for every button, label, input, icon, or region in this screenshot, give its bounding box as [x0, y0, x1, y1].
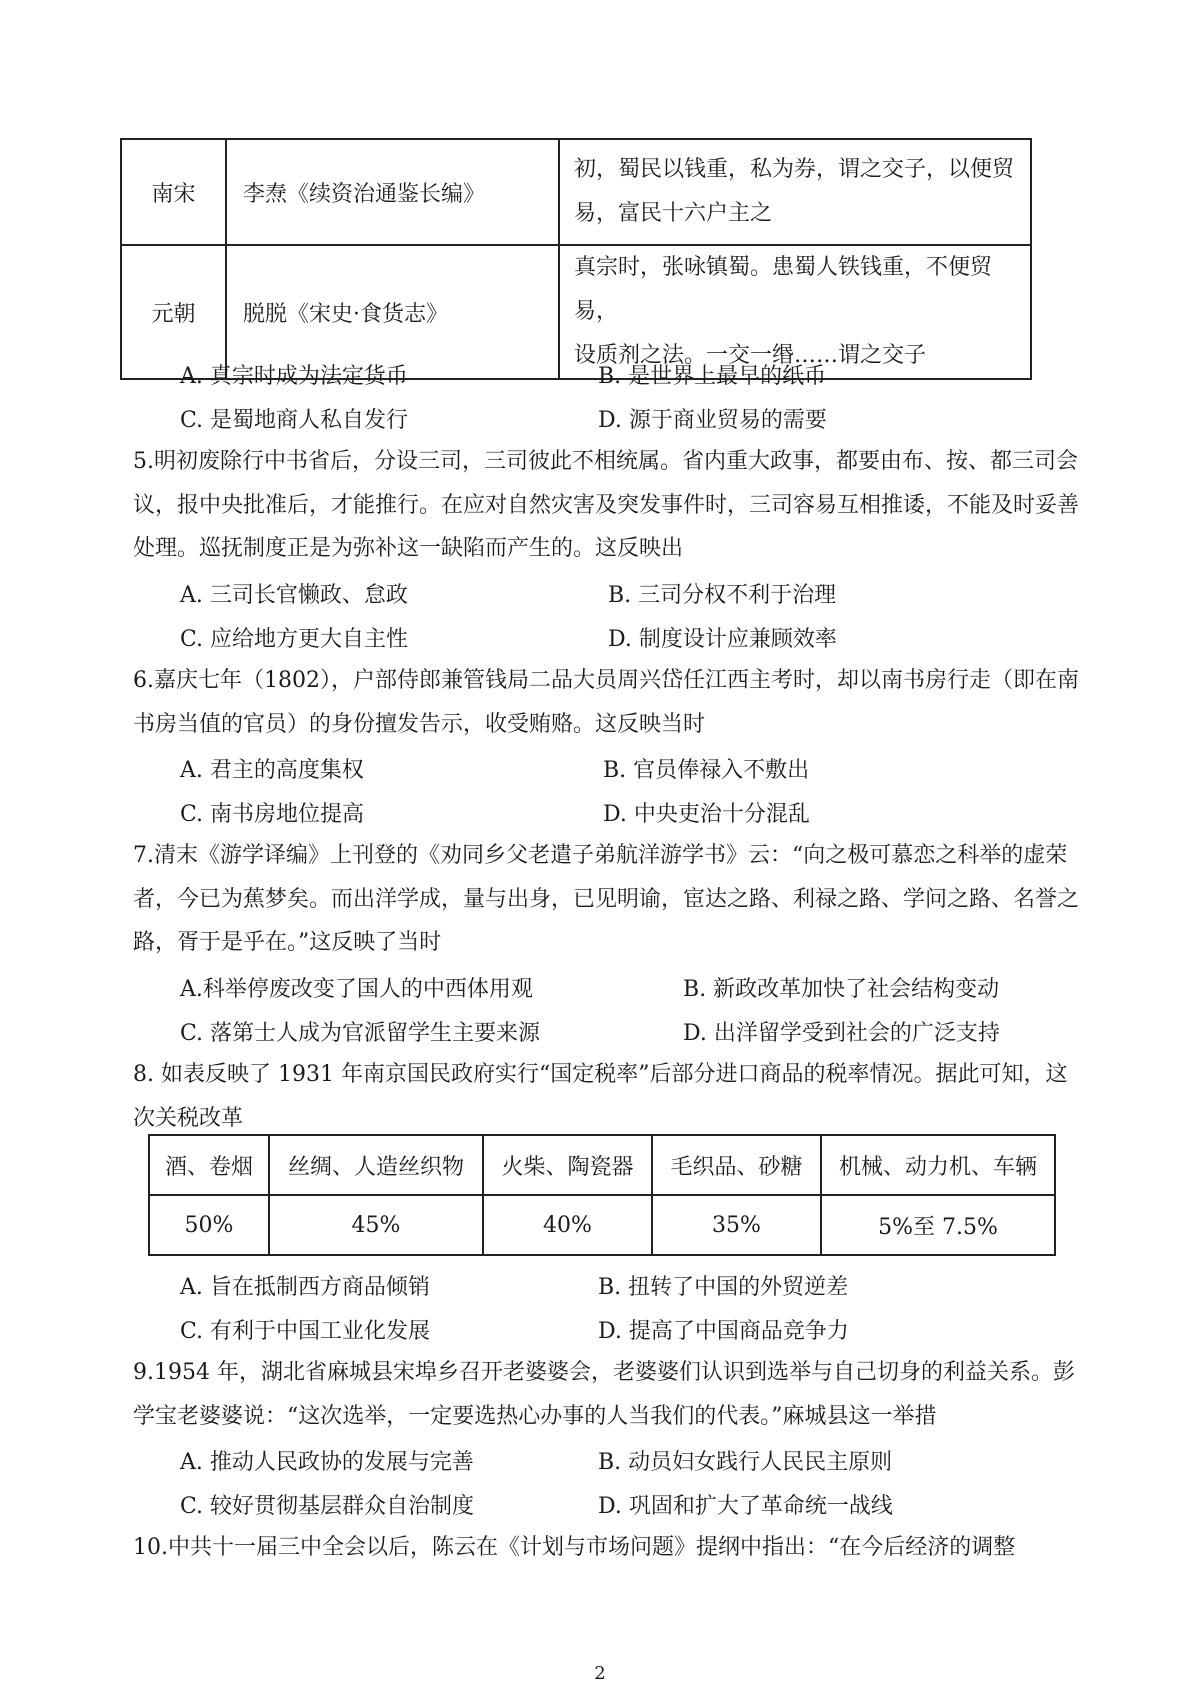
question-8-stem: 8. 如表反映了 1931 年南京国民政府实行“国定税率”后部分进口商品的税率情况。据此可知，这次关税改革 [133, 1062, 1068, 1131]
q4-option-a: A. 真宗时成为法定货币 [180, 364, 408, 389]
q8-option-d: D. 提高了中国商品竞争力 [598, 1319, 849, 1344]
question-6-stem: 6.嘉庆七年（1802），户部侍郎兼管钱局二品大员周兴岱任江西主考时，却以南书房行走（即在南书房当值的官员）的身份擅发告示，收受贿赂。这反映当时 [133, 668, 1079, 737]
page-number: 2 [594, 1663, 606, 1684]
question-9-stem: 9.1954 年，湖北省麻城县宋埠乡召开老婆婆会，老婆婆们认识到选举与自己切身的利益关系。彭学宝老婆婆说：“这次选举，一定要选热心办事的人当我们的代表。”麻城县这一举措 [133, 1360, 1075, 1429]
q7-option-b: B. 新政改革加快了社会结构变动 [683, 977, 1000, 1002]
q9-option-a: A. 推动人民政协的发展与完善 [180, 1450, 474, 1475]
table-cell: 40% [483, 1195, 652, 1255]
table-cell: 5%至 7.5% [821, 1195, 1055, 1255]
table-header-cell: 机械、动力机、车辆 [821, 1135, 1055, 1195]
q4-option-b: B. 是世界上最早的纸币 [598, 364, 827, 389]
question-10-stem: 10.中共十一届三中全会以后，陈云在《计划与市场问题》提纲中指出：“在今后经济的调整 [133, 1535, 1016, 1560]
question-7-stem: 7.清末《游学译编》上刊登的《劝同乡父老遣子弟航洋游学书》云：“向之极可慕恋之科举的虚荣者，今已为蕉梦矣。而出洋学成，量与出身，已见明谕，宦达之路、利禄之路、学问之路、名誉之路，胥于是乎在。”这反映了当时 [133, 843, 1080, 956]
q9-option-b: B. 动员妇女践行人民民主原则 [598, 1450, 893, 1475]
q9-option-d: D. 巩固和扩大了革命统一战线 [598, 1494, 893, 1519]
table-cell: 45% [269, 1195, 483, 1255]
q6-option-a: A. 君主的高度集权 [180, 758, 364, 783]
era-cell: 元朝 [121, 245, 226, 379]
excerpt-line: 易，富民十六户主之 [574, 201, 773, 226]
q8-option-a: A. 旨在抵制西方商品倾销 [180, 1275, 430, 1300]
table-cell: 35% [652, 1195, 821, 1255]
excerpt-line: 设质剂之法。一交一缗……谓之交子 [574, 343, 927, 368]
question-5-stem: 5.明初废除行中书省后，分设三司，三司彼此不相统属。省内重大政事，都要由布、按、都三司会议，报中央批准后，才能推行。在应对自然灾害及突发事件时，三司容易互相推诿，不能及时妥善处理。巡抚制度正是为弥补这一缺陷而产生的。这反映出 [133, 449, 1080, 562]
q6-option-b: B. 官员俸禄入不敷出 [603, 758, 810, 783]
table-header-cell: 酒、卷烟 [149, 1135, 269, 1195]
q5-option-c: C. 应给地方更大自主性 [180, 627, 409, 652]
q5-option-a: A. 三司长官懒政、怠政 [180, 583, 408, 608]
tariff-table [148, 1134, 1056, 1256]
q7-option-a: A.科举停废改变了国人的中西体用观 [180, 977, 533, 1002]
q8-option-c: C. 有利于中国工业化发展 [180, 1319, 431, 1344]
excerpt-cell [559, 139, 1031, 245]
q4-option-d: D. 源于商业贸易的需要 [598, 408, 827, 433]
q8-option-b: B. 扭转了中国的外贸逆差 [598, 1275, 849, 1300]
table-row [149, 1195, 1055, 1255]
source-cell: 李焘《续资治通鉴长编》 [226, 139, 559, 245]
table-header-cell: 火柴、陶瓷器 [483, 1135, 652, 1195]
excerpt-line: 初，蜀民以钱重，私为券，谓之交子，以便贸 [574, 157, 1015, 182]
table-row [121, 139, 1031, 245]
table-cell: 50% [149, 1195, 269, 1255]
q7-option-c: C. 落第士人成为官派留学生主要来源 [180, 1021, 541, 1046]
q7-option-d: D. 出洋留学受到社会的广泛支持 [683, 1021, 1000, 1046]
q5-option-b: B. 三司分权不利于治理 [608, 583, 837, 608]
q6-option-d: D. 中央吏治十分混乱 [603, 802, 810, 827]
excerpt-line: 真宗时，张咏镇蜀。患蜀人铁钱重，不便贸易， [574, 255, 993, 324]
table-header-cell: 丝绸、人造丝织物 [269, 1135, 483, 1195]
q6-option-c: C. 南书房地位提高 [180, 802, 365, 827]
table-row [149, 1135, 1055, 1195]
q9-option-c: C. 较好贯彻基层群众自治制度 [180, 1494, 475, 1519]
table-header-cell: 毛织品、砂糖 [652, 1135, 821, 1195]
source-cell: 脱脱《宋史·食货志》 [226, 245, 559, 379]
source-table [120, 138, 1032, 380]
q5-option-d: D. 制度设计应兼顾效率 [608, 627, 837, 652]
q4-option-c: C. 是蜀地商人私自发行 [180, 408, 409, 433]
era-cell: 南宋 [121, 139, 226, 245]
